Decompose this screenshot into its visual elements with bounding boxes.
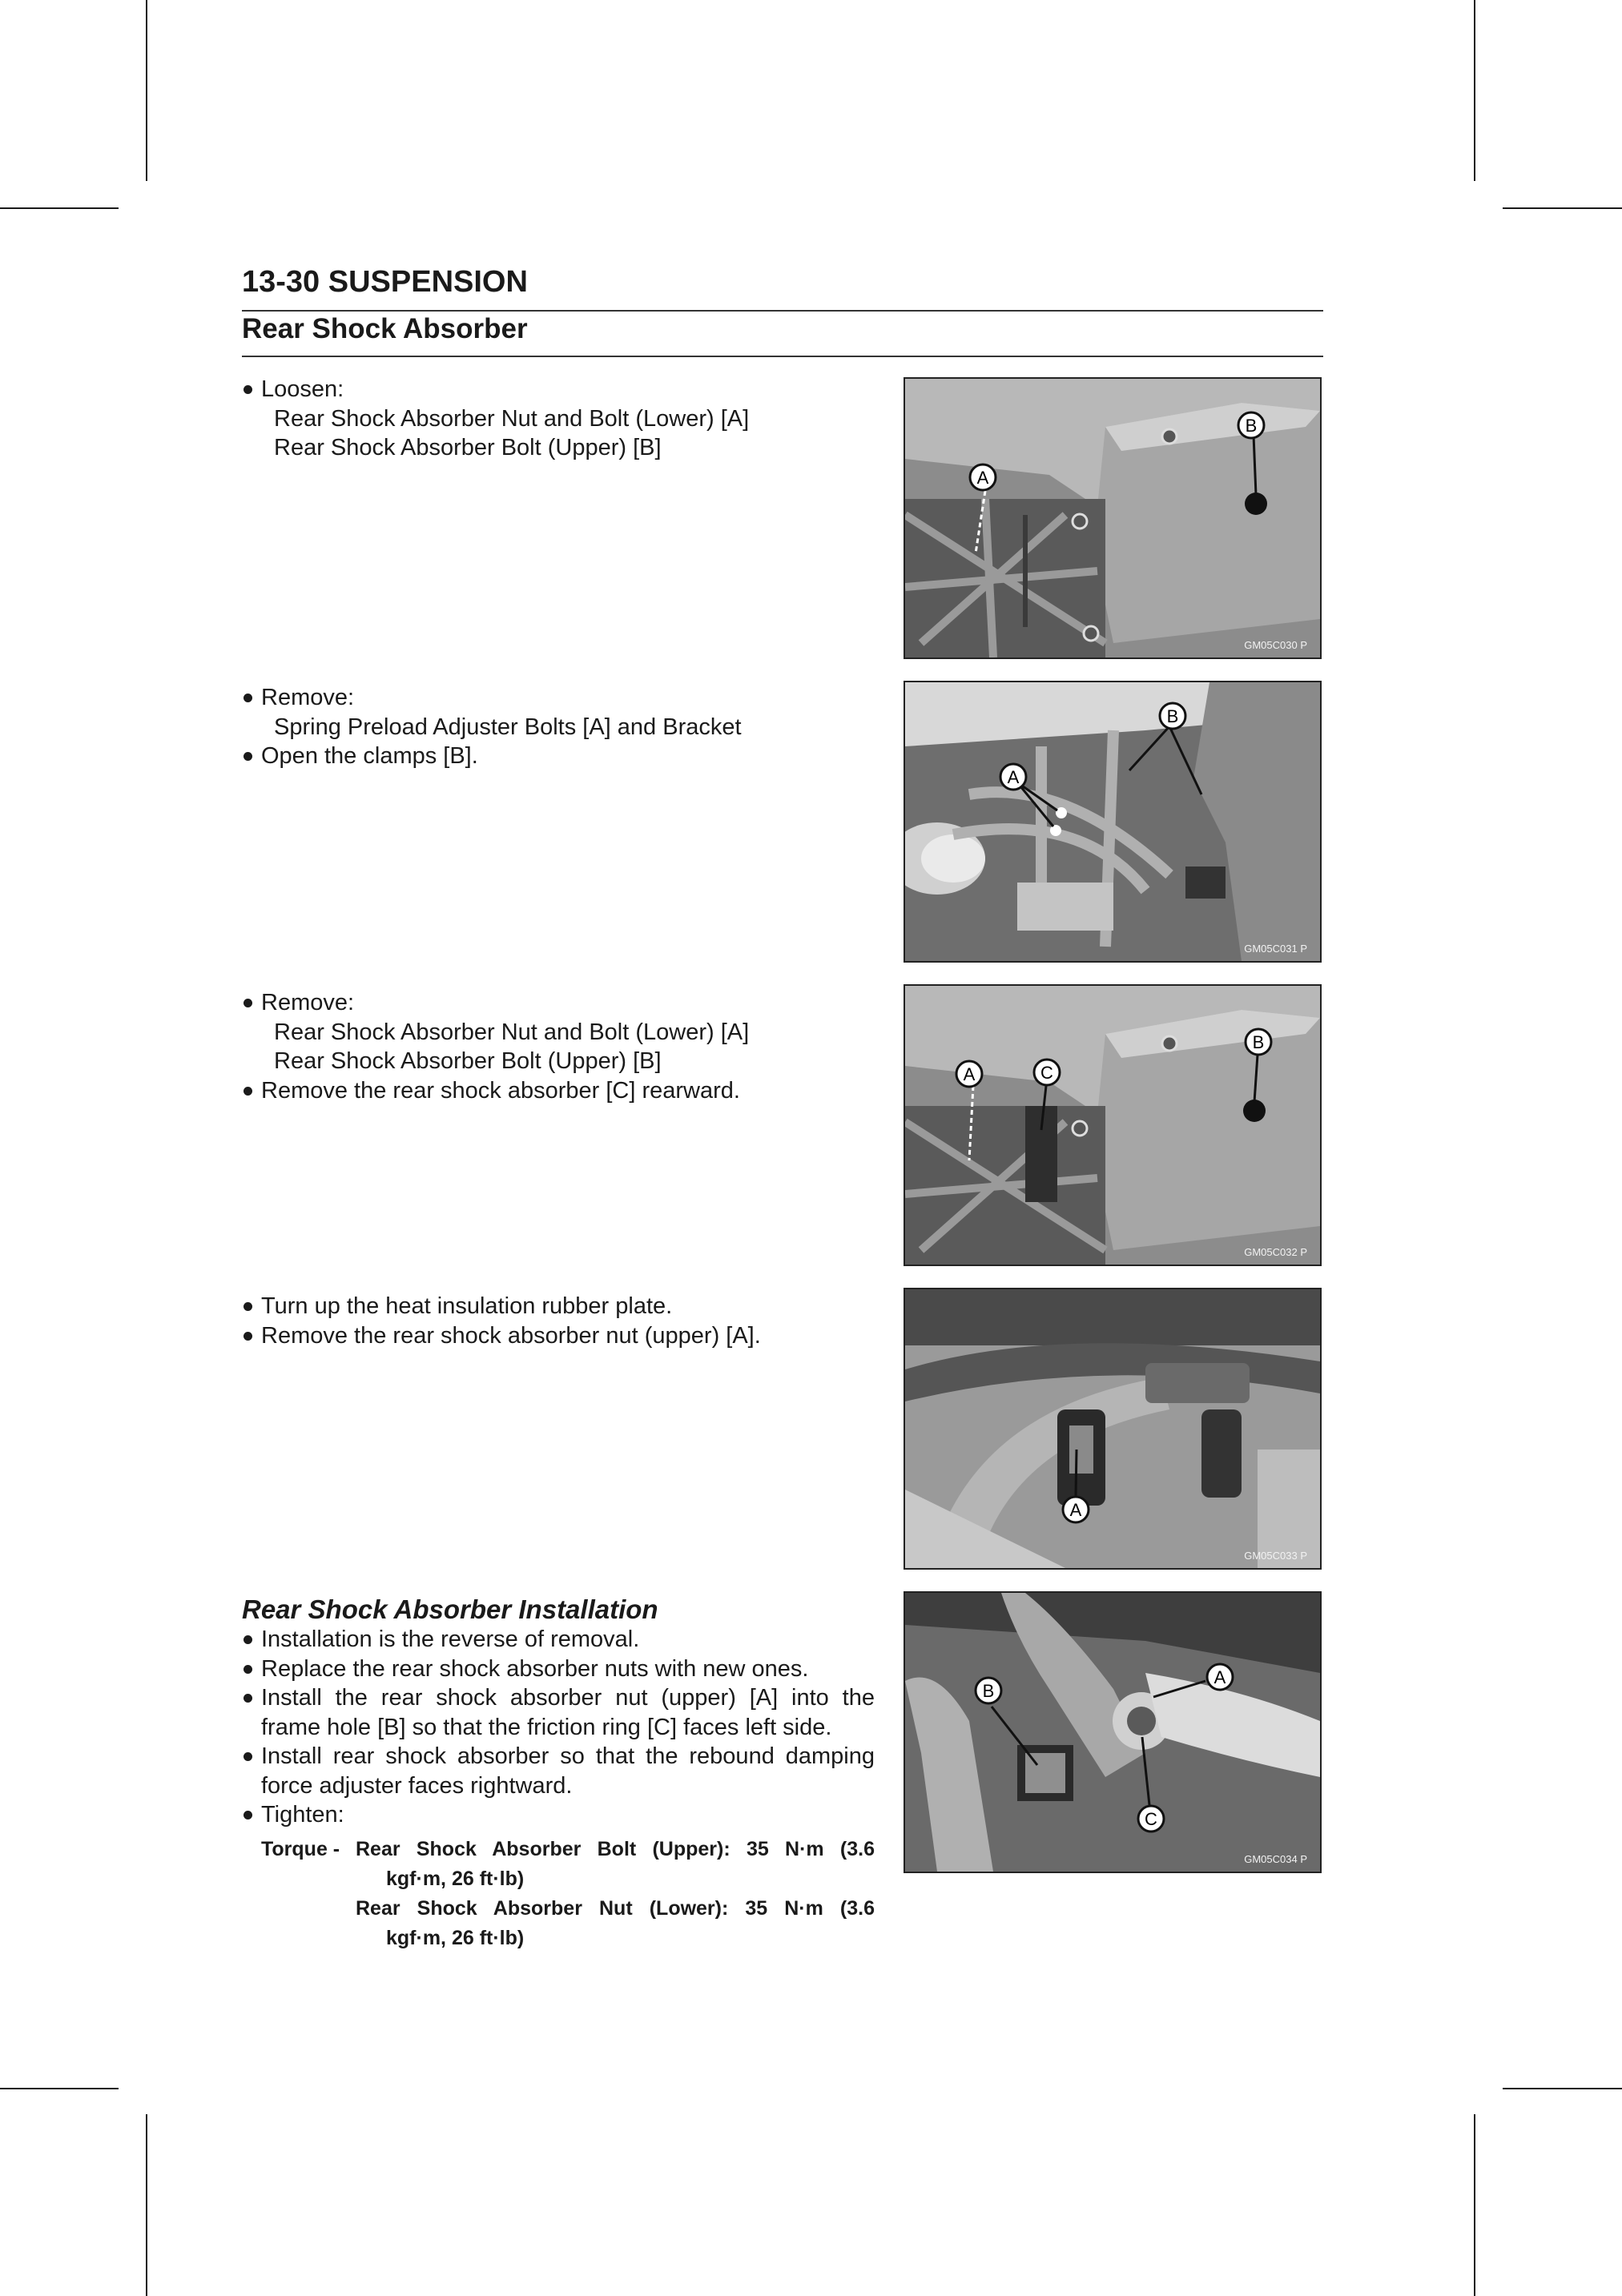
crop-mark — [1503, 207, 1622, 209]
procedure-step-3 — [242, 988, 875, 1105]
section-title: Rear Shock Absorber — [242, 313, 528, 344]
torque-label: Torque - — [261, 1837, 340, 1860]
callout-label: A — [963, 1064, 976, 1084]
figure-2-photo — [904, 681, 1322, 963]
callout-label: A — [976, 468, 989, 488]
callout-label: B — [982, 1681, 995, 1701]
figure-code: GM05C034 P — [1244, 1853, 1307, 1865]
torque-spec-line: Rear Shock Absorber Bolt (Upper): 35 N·m (3.6 — [356, 1837, 875, 1860]
sub-item: Spring Preload Adjuster Bolts [A] and Bracket — [274, 714, 742, 740]
installation-title: Rear Shock Absorber Installation — [242, 1594, 658, 1624]
bullet-item: Install the rear shock absorber nut (upper) [A] into the frame hole [B] so that the friction ring [C] faces left side. — [242, 1683, 875, 1742]
callout-label: B — [1252, 1032, 1265, 1052]
crop-mark — [1503, 2088, 1622, 2089]
figure-1-photo — [904, 377, 1322, 659]
crop-mark — [1474, 0, 1475, 181]
figure-5-photo — [904, 1591, 1322, 1873]
figure-4-photo — [904, 1288, 1322, 1570]
crop-mark — [146, 2114, 147, 2296]
bullet-item: Remove: — [242, 683, 875, 713]
callout-label: C — [1040, 1063, 1053, 1083]
callout-label: A — [1213, 1667, 1226, 1687]
figure-3-photo — [904, 984, 1322, 1266]
installation-section — [242, 1594, 875, 1953]
figure-code: GM05C030 P — [1244, 639, 1307, 651]
callout-label: B — [1166, 706, 1179, 726]
sub-item: Rear Shock Absorber Bolt (Upper) [B] — [274, 1048, 662, 1074]
sub-item: Rear Shock Absorber Nut and Bolt (Lower) [A] — [274, 1019, 750, 1045]
page-title: 13-30 SUSPENSION — [242, 265, 528, 299]
figure-code: GM05C032 P — [1244, 1246, 1307, 1258]
callout-label: B — [1245, 416, 1258, 436]
procedure-step-1 — [242, 375, 875, 463]
procedure-step-2 — [242, 683, 875, 771]
bullet-item: Replace the rear shock absorber nuts with new ones. — [242, 1655, 875, 1684]
bullet-item: Tighten: — [242, 1800, 875, 1830]
bullet-item: Remove: — [242, 988, 875, 1018]
divider — [242, 356, 1323, 357]
torque-spec-line: kgf·m, 26 ft·lb) — [386, 1926, 525, 1949]
figure-code: GM05C031 P — [1244, 943, 1307, 955]
callout-label: A — [1069, 1500, 1082, 1520]
bullet-item: Turn up the heat insulation rubber plate. — [242, 1292, 875, 1321]
callout-label: A — [1007, 767, 1020, 787]
torque-spec-line: Rear Shock Absorber Nut (Lower): 35 N·m (3.6 — [356, 1896, 875, 1920]
crop-mark — [146, 0, 147, 181]
callout-label: C — [1145, 1809, 1157, 1829]
bullet-item: Open the clamps [B]. — [242, 742, 875, 771]
figure-code: GM05C033 P — [1244, 1550, 1307, 1562]
crop-mark — [0, 207, 119, 209]
divider — [242, 310, 1323, 312]
bullet-item: Installation is the reverse of removal. — [242, 1625, 875, 1655]
procedure-step-4 — [242, 1292, 875, 1350]
crop-mark — [0, 2088, 119, 2089]
torque-spec-line: kgf·m, 26 ft·lb) — [386, 1867, 525, 1890]
sub-item: Rear Shock Absorber Bolt (Upper) [B] — [274, 435, 662, 460]
bullet-item: Remove the rear shock absorber nut (upper) [A]. — [242, 1321, 875, 1351]
sub-item: Rear Shock Absorber Nut and Bolt (Lower) [A] — [274, 405, 750, 432]
bullet-item: Install rear shock absorber so that the rebound damping force adjuster faces rightward. — [242, 1742, 875, 1800]
bullet-item: Remove the rear shock absorber [C] rearward. — [242, 1076, 875, 1106]
torque-spec — [242, 1835, 875, 1953]
bullet-item: Loosen: — [242, 375, 875, 404]
crop-mark — [1474, 2114, 1475, 2296]
